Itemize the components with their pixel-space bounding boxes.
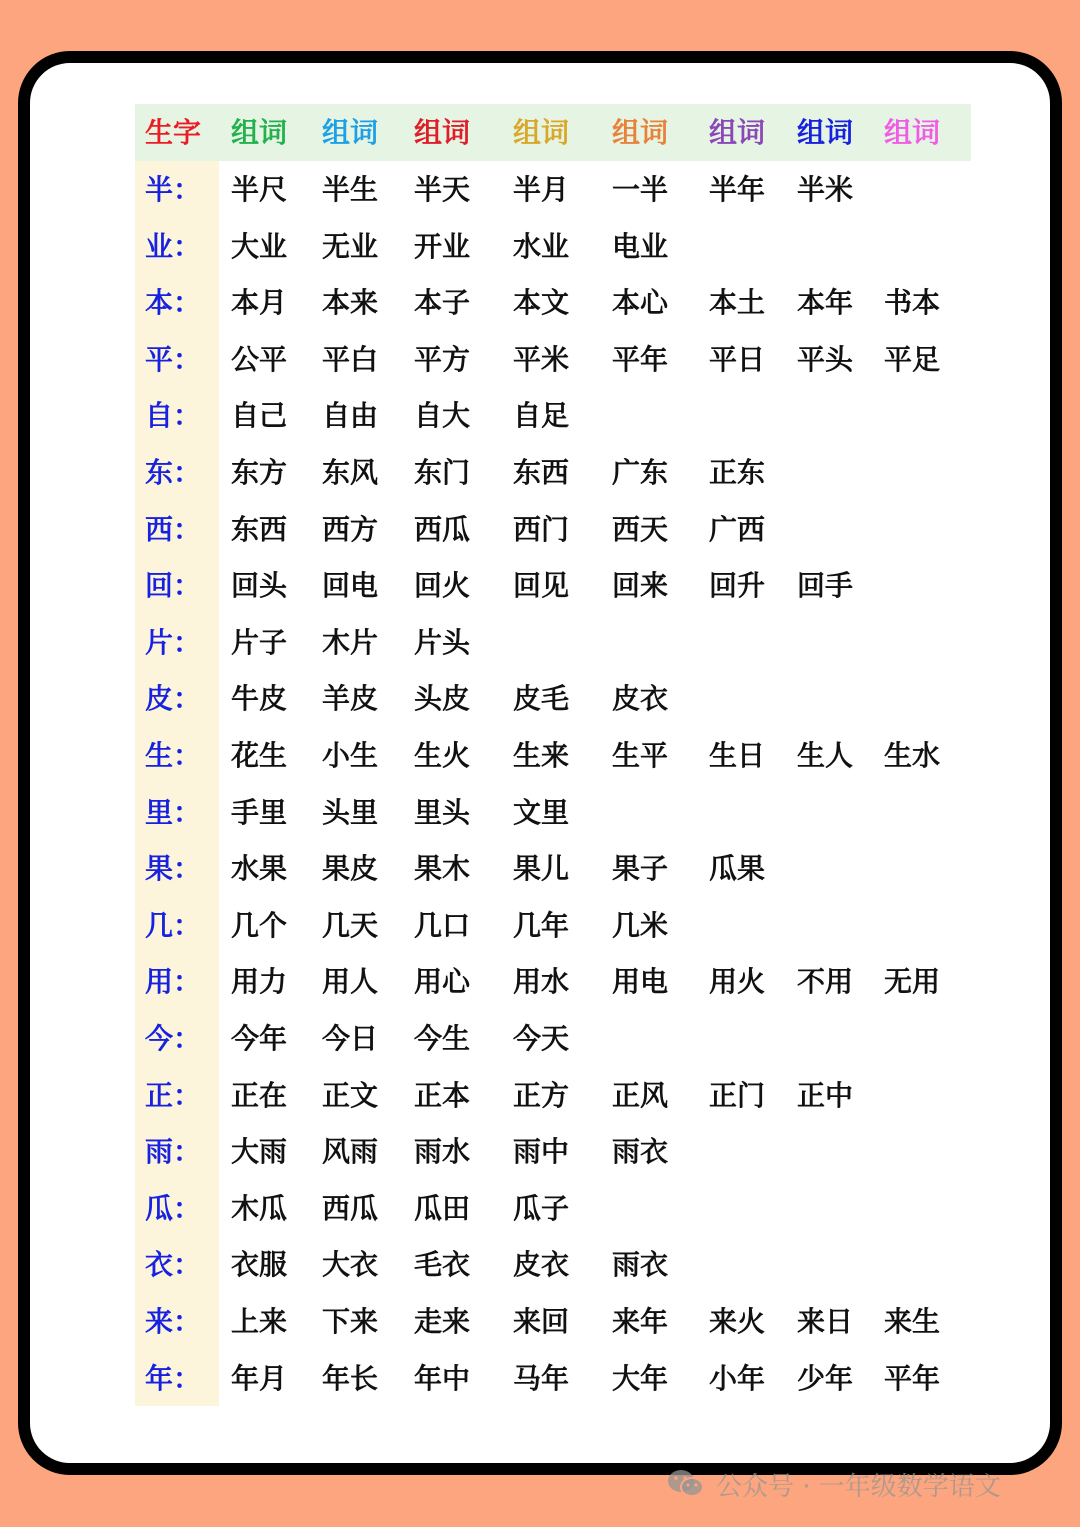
word-cell: 小生 [322,739,379,772]
watermark [666,1467,1001,1501]
new-character: 平： [145,342,202,376]
word-cell: 小年 [709,1361,766,1395]
word-cell: 平米 [513,342,570,376]
new-character: 片： [145,625,202,659]
word-cell: 正风 [612,1078,669,1112]
word-cell: 年月 [231,1361,288,1395]
word-cell: 书本 [884,286,941,320]
word-cell: 几年 [513,908,570,942]
word-cell: 雨衣 [612,1135,669,1169]
new-character: 业： [145,229,202,263]
word-cell: 平头 [797,342,854,376]
word-cell: 东门 [414,456,471,489]
word-cell: 用人 [322,965,379,999]
new-character: 生： [145,739,202,772]
header-word-group: 组词 [414,116,471,149]
word-cell: 文里 [513,795,570,829]
word-cell: 用水 [513,965,570,999]
word-cell: 自足 [513,399,570,433]
word-cell: 自由 [322,399,379,433]
word-cell: 无用 [884,965,941,999]
word-cell: 西方 [322,512,379,546]
word-cell: 水业 [513,229,570,263]
word-cell: 本来 [322,286,379,320]
word-cell: 里头 [414,795,471,829]
word-cell: 来火 [709,1305,766,1338]
word-cell: 水果 [231,852,288,886]
word-cell: 西瓜 [414,512,471,546]
word-cell: 公平 [231,342,288,376]
word-cell: 生火 [414,739,471,772]
word-cell: 西瓜 [322,1191,379,1225]
word-cell: 平日 [709,342,766,376]
header-word-group: 组词 [884,116,941,149]
word-cell: 来日 [797,1305,854,1338]
word-cell: 回来 [612,569,669,603]
word-cell: 东西 [231,512,288,546]
word-cell: 花生 [231,739,288,772]
word-cell: 大业 [231,229,288,263]
word-cell: 西天 [612,512,669,546]
word-cell: 半生 [322,173,379,206]
word-cell: 几口 [414,908,471,942]
word-cell: 回见 [513,569,570,603]
word-cell: 今生 [414,1022,471,1055]
word-cell: 果子 [612,852,669,886]
word-cell: 不用 [797,965,854,999]
word-cell: 皮毛 [513,682,570,716]
new-character: 雨： [145,1135,202,1169]
word-cell: 本子 [414,286,471,320]
word-cell: 果儿 [513,852,570,886]
new-character: 来： [145,1305,202,1338]
word-cell: 走来 [414,1305,471,1338]
word-cell: 果木 [414,852,471,886]
word-cell: 东风 [322,456,379,489]
word-cell: 广东 [612,456,669,489]
word-cell: 来年 [612,1305,669,1338]
word-cell: 回电 [322,569,379,603]
word-cell: 来回 [513,1305,570,1338]
word-cell: 本土 [709,286,766,320]
word-cell: 年长 [322,1361,379,1395]
word-cell: 大衣 [322,1248,379,1282]
word-cell: 用力 [231,965,288,999]
word-cell: 正方 [513,1078,570,1112]
word-cell: 牛皮 [231,682,288,716]
word-cell: 生来 [513,739,570,772]
word-cell: 马年 [513,1361,570,1395]
word-cell: 生日 [709,739,766,772]
word-cell: 正在 [231,1078,288,1112]
header-word-group: 组词 [513,116,570,149]
header-word-group: 组词 [797,116,854,149]
word-cell: 羊皮 [322,682,379,716]
word-cell: 雨中 [513,1135,570,1169]
word-cell: 正文 [322,1078,379,1112]
word-cell: 木瓜 [231,1191,288,1225]
word-cell: 自己 [231,399,288,433]
word-cell: 少年 [797,1361,854,1395]
word-cell: 瓜子 [513,1191,570,1225]
word-cell: 大雨 [231,1135,288,1169]
word-cell: 毛衣 [414,1248,471,1282]
word-cell: 瓜果 [709,852,766,886]
word-cell: 电业 [612,229,669,263]
word-cell: 用火 [709,965,766,999]
word-cell: 半月 [513,173,570,206]
new-character: 西： [145,512,202,546]
word-cell: 自大 [414,399,471,433]
new-character: 皮： [145,682,202,716]
worksheet-card [18,51,1062,1475]
header-word-group: 组词 [709,116,766,149]
wechat-icon [666,1468,706,1500]
word-cell: 雨衣 [612,1248,669,1282]
new-character: 几： [145,908,202,942]
word-cell: 正中 [797,1078,854,1112]
watermark-text: 公众号 · 一年级数学语文 [716,1471,1001,1502]
word-cell: 下来 [322,1305,379,1338]
word-cell: 开业 [414,229,471,263]
word-cell: 手里 [231,795,288,829]
word-cell: 瓜田 [414,1191,471,1225]
word-cell: 生平 [612,739,669,772]
word-cell: 本年 [797,286,854,320]
word-cell: 平足 [884,342,941,376]
word-cell: 果皮 [322,852,379,886]
word-cell: 无业 [322,229,379,263]
word-cell: 今天 [513,1022,570,1055]
header-word-group: 组词 [612,116,669,149]
word-cell: 用心 [414,965,471,999]
word-cell: 皮衣 [513,1248,570,1282]
word-cell: 东方 [231,456,288,489]
word-cell: 头里 [322,795,379,829]
new-character: 自： [145,399,202,433]
word-cell: 回手 [797,569,854,603]
word-cell: 头皮 [414,682,471,716]
word-cell: 风雨 [322,1135,379,1169]
new-character: 半： [145,173,202,206]
word-cell: 广西 [709,512,766,546]
word-cell: 西门 [513,512,570,546]
new-character: 里： [145,795,202,829]
new-character: 年： [145,1361,202,1395]
word-cell: 上来 [231,1305,288,1338]
new-character: 用： [145,965,202,999]
word-cell: 本文 [513,286,570,320]
new-character: 回： [145,569,202,603]
word-cell: 几米 [612,908,669,942]
word-cell: 本月 [231,286,288,320]
new-character: 本： [145,286,202,320]
word-cell: 正门 [709,1078,766,1112]
header-new-character: 生字 [145,116,202,149]
word-cell: 今年 [231,1022,288,1055]
word-cell: 半天 [414,173,471,206]
word-cell: 雨水 [414,1135,471,1169]
word-cell: 半米 [797,173,854,206]
word-cell: 正本 [414,1078,471,1112]
word-cell: 半尺 [231,173,288,206]
new-character: 果： [145,852,202,886]
word-cell: 用电 [612,965,669,999]
word-cell: 生人 [797,739,854,772]
word-cell: 大年 [612,1361,669,1395]
word-cell: 平年 [612,342,669,376]
word-cell: 正东 [709,456,766,489]
word-cell: 今日 [322,1022,379,1055]
new-character: 今： [145,1022,202,1055]
word-cell: 回火 [414,569,471,603]
word-cell: 一半 [612,173,669,206]
new-character: 瓜： [145,1191,202,1225]
word-cell: 生水 [884,739,941,772]
word-cell: 几天 [322,908,379,942]
word-cell: 回升 [709,569,766,603]
word-cell: 衣服 [231,1248,288,1282]
word-cell: 片子 [231,625,288,659]
word-cell: 平方 [414,342,471,376]
word-cell: 东西 [513,456,570,489]
new-character: 东： [145,456,202,489]
word-cell: 本心 [612,286,669,320]
new-character: 正： [145,1078,202,1112]
word-cell: 木片 [322,625,379,659]
header-word-group: 组词 [231,116,288,149]
new-character: 衣： [145,1248,202,1282]
word-cell: 片头 [414,625,471,659]
word-cell: 平白 [322,342,379,376]
word-cell: 来生 [884,1305,941,1338]
word-cell: 年中 [414,1361,471,1395]
word-cell: 回头 [231,569,288,603]
header-word-group: 组词 [322,116,379,149]
word-cell: 几个 [231,908,288,942]
word-cell: 皮衣 [612,682,669,716]
word-cell: 半年 [709,173,766,206]
word-cell: 平年 [884,1361,941,1395]
